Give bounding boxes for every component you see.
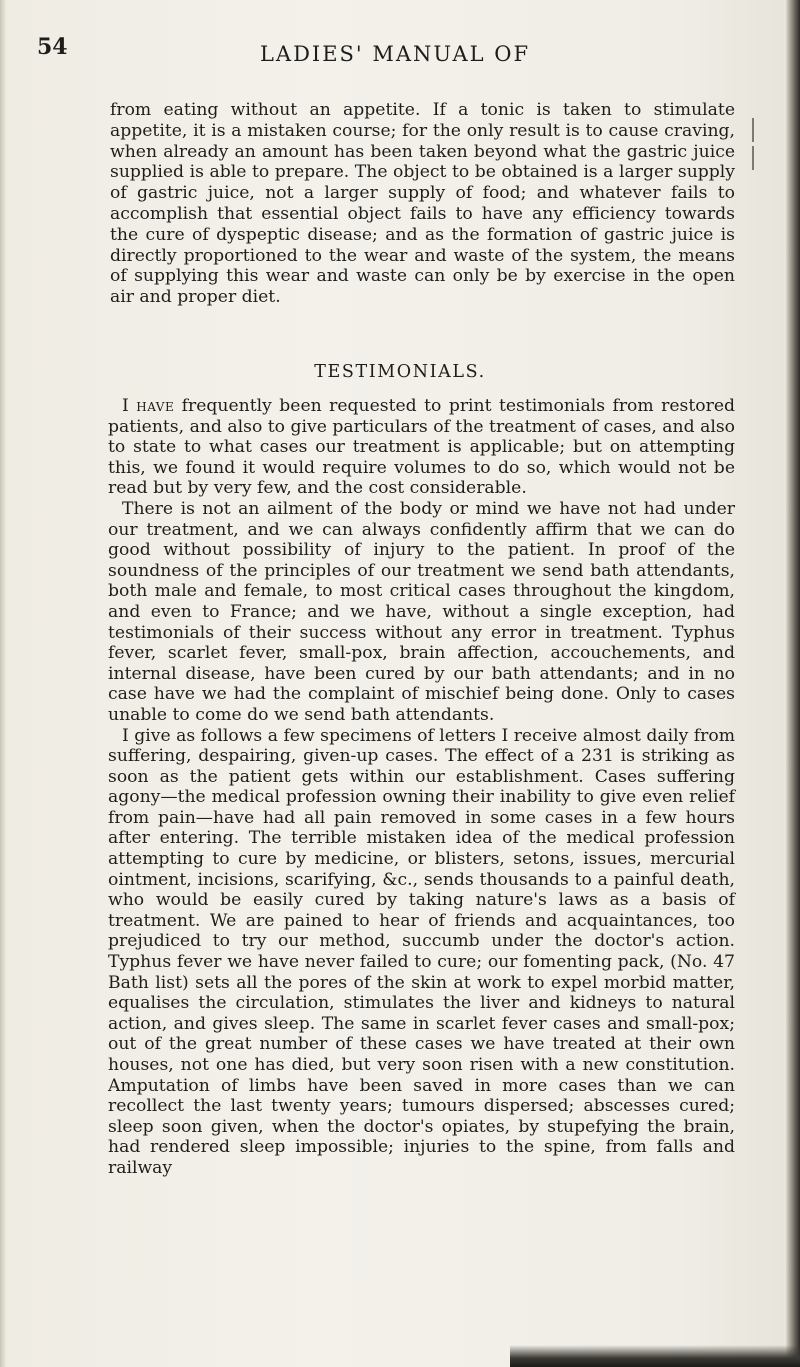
page-number: 54 bbox=[37, 34, 68, 60]
paragraph-1-text: frequently been requested to print testimonials from restored patients, and also to give particulars of the treatment of cases, and also to state to what cases our treatment is applicable; but on attempting this, we found it would require volumes to do so, which would not be read but by very few, and the cost considerable. bbox=[108, 396, 735, 499]
section-title: TESTIMONIALS. bbox=[314, 362, 486, 382]
intro-paragraph: from eating without an appetite. If a tonic is taken to stimulate appetite, it is a mistaken course; for the only result is to cause craving, when already an amount has been taken beyond what the gastric juice supplied is able to prepare. The object to be obtained is a larger supply of gastric juice, not a larger supply of food; and whatever fails to accomplish that essential object fails to have any efficiency towards the cure of dyspeptic disease; and as the formation of gastric juice is directly proportioned to the wear and waste of the system, the means of supplying this wear and waste can only be by exercise in the open air and proper diet. bbox=[110, 100, 735, 308]
paragraph-2: There is not an ailment of the body or mind we have not had under our treatment, and we can always confidently affirm that we can do good without possibility of injury to the patient. In proof of the soundness of the principles of our treatment we send bath attendants, both male and female, to most critical cases throughout the kingdom, and even to France; and we have, without a single exception, had testimonials of their success without any error in treatment. Typhus fever, scarlet fever, small-pox, brain affection, accouchements, and internal disease, have been cured by our bath attendants; and in no case have we had the complaint of mischief being done. Only to cases unable to come do we send bath attendants. bbox=[108, 498, 735, 725]
first-word: have bbox=[136, 396, 175, 416]
running-head: LADIES' MANUAL OF bbox=[259, 42, 531, 66]
margin-mark bbox=[752, 118, 770, 142]
page-left-edge bbox=[0, 0, 6, 1367]
page-binding-edge bbox=[786, 0, 800, 1367]
paragraph-1 bbox=[108, 396, 735, 499]
scan-shadow bbox=[510, 1345, 800, 1367]
testimonials-body bbox=[108, 396, 735, 1179]
paragraph-3: I give as follows a few specimens of letters I receive almost daily from suffering, despairing, given-up cases. The effect of a 231 is striking as soon as the patient gets within our establishment. Cases suffering agony—the medical profession owning their inability to give even relief from pain—have had all pain removed in some cases in a few hours after entering. The terrible mistaken idea of the medical profession attempting to cure by medicine, or blisters, setons, issues, mercurial ointment, incisions, scarifying, &c., sends thousands to a painful death, who would be easily cured by taking nature's laws as a basis of treatment. We are pained to hear of friends and acquaintances, too prejudiced to try our method, succumb under the doctor's action. Typhus fever we have never failed to cure; our fomenting pack, (No. 47 Bath list) sets all the pores of the skin at work to expel morbid matter, equalises the circulation, stimulates the liver and kidneys to natural action, and gives sleep. The same in scarlet fever cases and small-pox; out of the great number of these cases we have treated at their own houses, not one has died, but very soon risen with a new constitution. Amputation of limbs have been saved in more cases than we can recollect the last twenty years; tumours dispersed; abscesses cured; sleep soon given, when the doctor's opiates, by stupefying the brain, had rendered sleep impossible; injuries to the spine, from falls and railway bbox=[108, 725, 735, 1178]
initial-letter: I bbox=[122, 396, 129, 416]
margin-mark bbox=[752, 146, 770, 170]
